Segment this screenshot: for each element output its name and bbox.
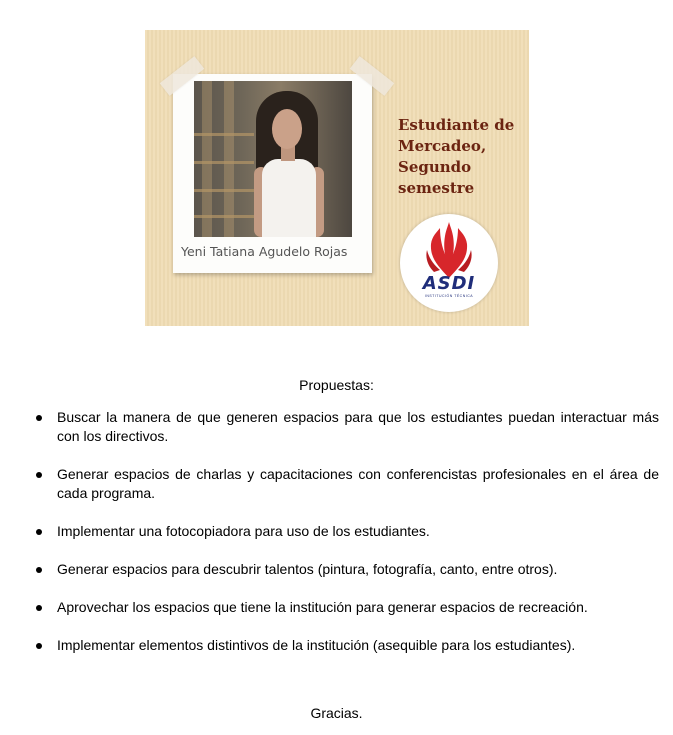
proposal-text: Implementar una fotocopiadora para uso de los estudiantes. <box>57 523 430 539</box>
photo-caption: Yeni Tatiana Agudelo Rojas <box>181 244 348 259</box>
logo-text: ASDI <box>422 273 476 294</box>
list-item <box>36 598 659 617</box>
bullet-icon <box>36 567 42 573</box>
list-item <box>36 408 659 446</box>
list-item <box>36 636 659 655</box>
red-flame-tulip-icon <box>400 218 498 278</box>
bullet-icon <box>36 415 42 421</box>
logo-subtitle: INSTITUCIÓN TÉCNICA <box>424 294 474 298</box>
bullet-icon <box>36 605 42 611</box>
proposal-text: Generar espacios para descubrir talentos (pintura, fotografía, canto, entre otros). <box>57 561 558 577</box>
list-item <box>36 465 659 503</box>
bullet-icon <box>36 529 42 535</box>
proposals-heading: Propuestas: <box>299 377 374 393</box>
role-line: Estudiante de <box>398 116 515 134</box>
role-line: semestre <box>398 179 475 197</box>
bullet-icon <box>36 472 42 478</box>
role-line: Mercadeo, <box>398 137 487 155</box>
proposals-list <box>36 408 659 655</box>
candidate-card <box>145 30 529 326</box>
proposal-text: Implementar elementos distintivos de la institución (asequible para los estudiantes). <box>57 637 576 653</box>
proposal-text: Aprovechar los espacios que tiene la institución para generar espacios de recreación. <box>57 599 588 615</box>
proposal-text: Buscar la manera de que generen espacios para que los estudiantes puedan interactuar más con los directivos. <box>57 409 659 444</box>
candidate-role <box>398 115 523 199</box>
candidate-photo <box>194 81 352 237</box>
list-item <box>36 560 659 579</box>
list-item <box>36 522 659 541</box>
asdi-logo <box>400 214 498 312</box>
proposal-text: Generar espacios de charlas y capacitaciones con conferencistas profesionales en el área de cada programa. <box>57 466 659 501</box>
polaroid-photo-frame <box>173 74 372 273</box>
bullet-icon <box>36 643 42 649</box>
role-line: Segundo <box>398 158 472 176</box>
closing-text: Gracias. <box>310 705 363 721</box>
